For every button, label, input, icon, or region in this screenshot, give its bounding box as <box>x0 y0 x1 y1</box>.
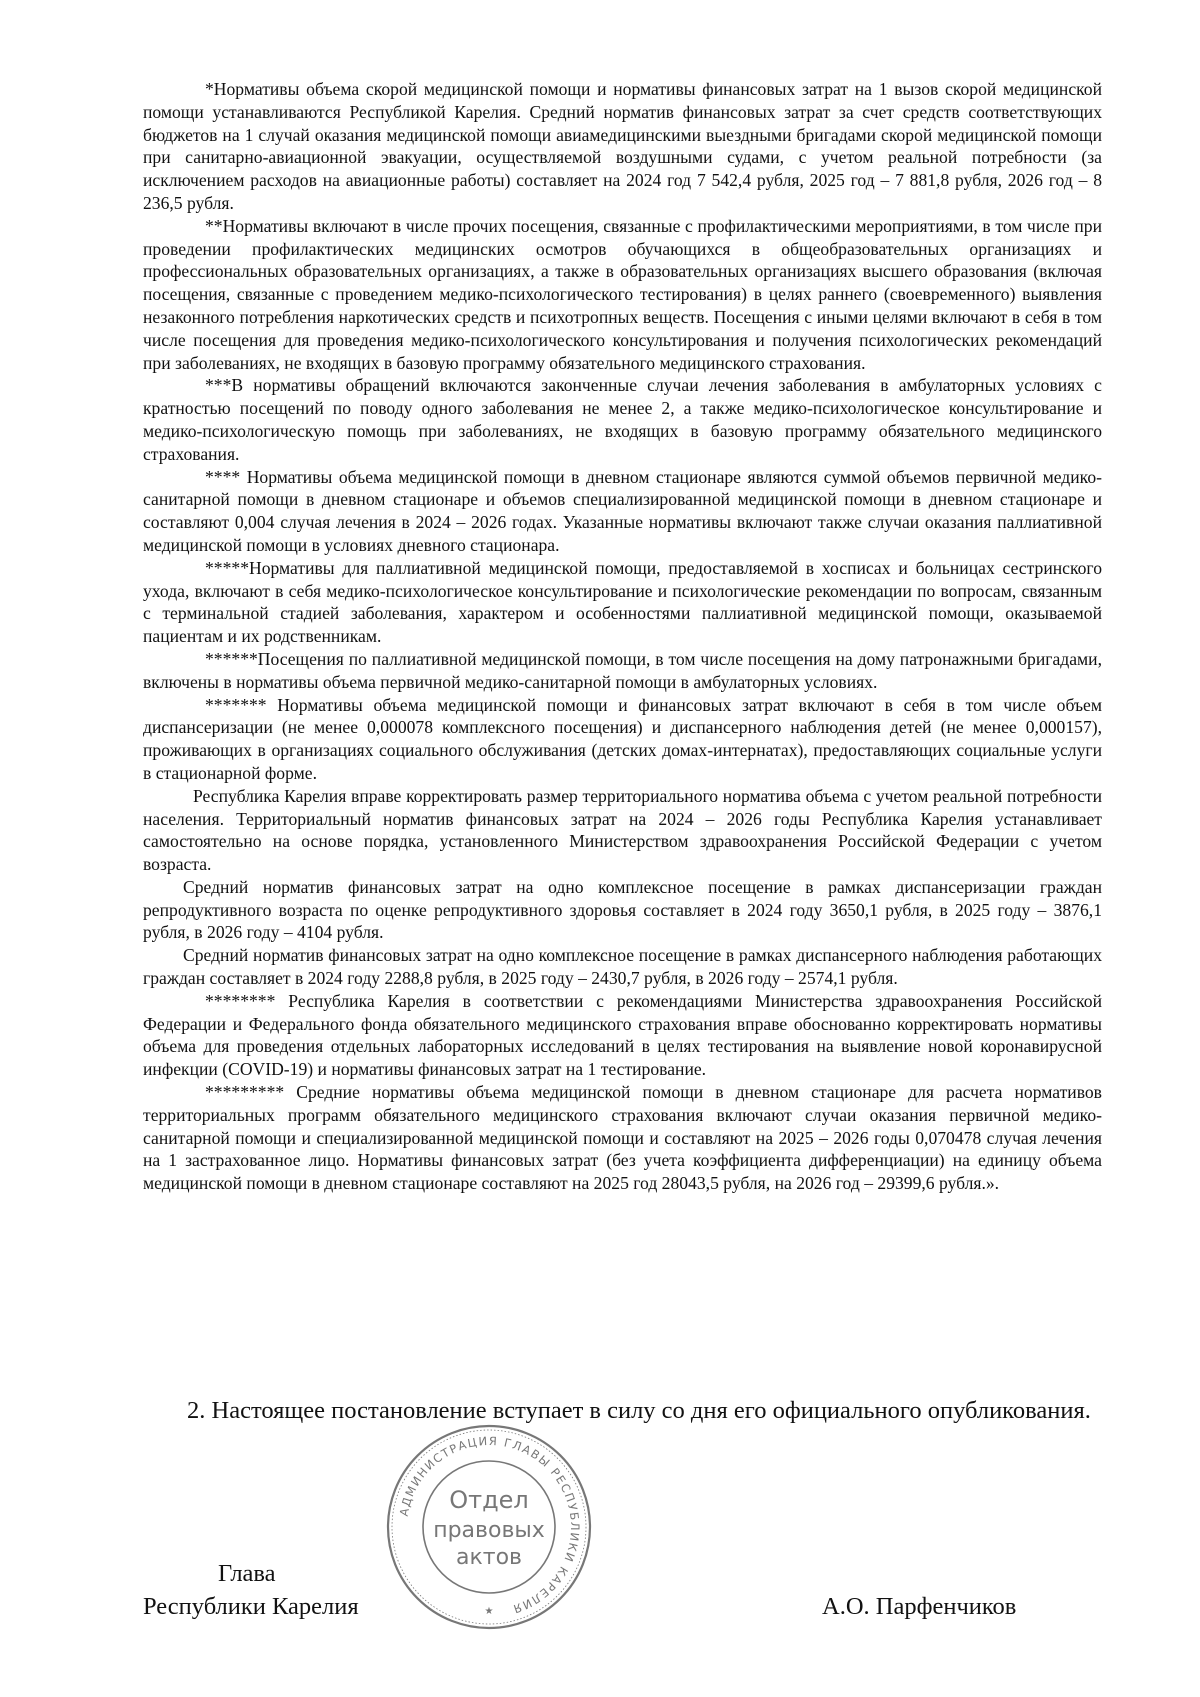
signatory-title-line-1: Глава <box>218 1560 276 1587</box>
clause-2-effective-date: 2. Настоящее постановление вступает в силу со дня его официального опубликования. <box>187 1397 1091 1424</box>
footnotes-section <box>143 78 1102 1195</box>
stamp-center-line-3: актов <box>455 1545 523 1570</box>
footnote-2: **Нормативы включают в числе прочих посещения, связанные с профилактическими мероприятиями, в том числе при проведении профилактических медицинских осмотров обучающихся в общеобразовательных организациях и профессиональных образовательных организациях, а также в образовательных организациях высшего образования (включая посещения, связанные с проведением медико-психологического тестирования) в целях раннего (своевременного) выявления незаконного потребления наркотических средств и психотропных веществ. Посещения с иными целями включают в себя в том числе посещения для проведения медико-психологического консультирования и получения психологических рекомендаций при заболеваниях, не входящих в базовую программу обязательного медицинского страхования. <box>143 215 1102 373</box>
note-paragraph-reproductive-health: Средний норматив финансовых затрат на одно комплексное посещение в рамках диспансеризации граждан репродуктивного возраста по оценке репродуктивного здоровья составляет в 2024 году 3650,1 рубля, в 2025 году – 3876,1 рубля, в 2026 году – 4104 рубля. <box>143 876 1102 943</box>
footnote-3: ***В нормативы обращений включаются законченные случаи лечения заболевания в амбулаторных условиях с кратностью посещений по поводу одного заболевания не менее 2, а также медико-психологическое консультирование и медико-психологическую помощь при заболеваниях, не входящих в базовую программу обязательного медицинского страхования. <box>143 375 1102 464</box>
stamp-ring-text-path: АДМИНИСТРАЦИЯ ГЛАВЫ РЕСПУБЛИКИ КАРЕЛИЯ <box>396 1433 583 1617</box>
note-paragraph-dispensary-observation: Средний норматив финансовых затрат на одно комплексное посещение в рамках диспансерного наблюдения работающих граждан составляет в 2024 году 2288,8 рубля, в 2025 году – 2430,7 рубля, в 2026 году – 2574,1 рубля. <box>143 945 1102 989</box>
signatory-title-line-2: Республики Карелия <box>143 1593 359 1620</box>
footnote-8: ******** Республика Карелия в соответствии с рекомендациями Министерства здравоохранения Российской Федерации и Федерального фонда обязательного медицинского страхования вправе обоснованно корректировать нормативы объема для проведения отдельных лабораторных исследований в целях тестирования на выявление новой коронавирусной инфекции (COVID-19) и нормативы финансовых затрат на 1 тестирование. <box>143 990 1102 1080</box>
footnote-4: **** Нормативы объема медицинской помощи в дневном стационаре являются суммой объемов первичной медико-санитарной помощи в дневном стационаре и объемов специализированной медицинской помощи в дневном стационаре и составляют 0,004 случая лечения в 2024 – 2026 годах. Указанные нормативы включают также случаи оказания паллиативной медицинской помощи в условиях дневного стационара. <box>143 466 1102 555</box>
stamp-seal <box>384 1422 594 1632</box>
footnote-9: ********* Средние нормативы объема медицинской помощи в дневном стационаре для расчета нормативов территориальных программ обязательного медицинского страхования включают случаи оказания первичной медико-санитарной помощи и специализированной медицинской помощи и составляют на 2025 – 2026 годы 0,070478 случая лечения на 1 застрахованное лицо. Нормативы финансовых затрат (без учета коэффициента дифференциации) на единицу объема медицинской помощи в дневном стационаре составляют на 2025 год 28043,5 рубля, на 2026 год – 29399,6 рубля.». <box>143 1082 1102 1194</box>
note-paragraph-territorial-norm: Республика Карелия вправе корректировать размер территориального норматива объема с учетом реальной потребности населения. Территориальный норматив финансовых затрат на 2024 – 2026 годы Республика Карелия устанавливает самостоятельно на основе порядка, установленного Министерством здравоохранения Российской Федерации с учетом возраста. <box>143 785 1102 875</box>
official-stamp <box>384 1422 594 1632</box>
stamp-star-icon: ★ <box>484 1606 494 1617</box>
stamp-center-line-1: Отдел <box>449 1486 529 1514</box>
footnote-6: ******Посещения по паллиативной медицинской помощи, в том числе посещения на дому патронажными бригадами, включены в нормативы объема первичной медико-санитарной помощи в амбулаторных условиях. <box>143 648 1102 692</box>
footnote-5: *****Нормативы для паллиативной медицинской помощи, предоставляемой в хосписах и больницах сестринского ухода, включают в себя медико-психологическое консультирование и психологические рекомендации по вопросам, связанным с терминальной стадией заболевания, характером и особенностями паллиативной медицинской помощи, оказываемой пациентам и их родственникам. <box>143 557 1102 647</box>
footnote-1: *Нормативы объема скорой медицинской помощи и нормативы финансовых затрат на 1 вызов скорой медицинской помощи устанавливаются Республикой Карелия. Средний норматив финансовых затрат за счет средств соответствующих бюджетов на 1 случай оказания медицинской помощи авиамедицинскими выездными бригадами скорой медицинской помощи при санитарно-авиационной эвакуации, осуществляемой воздушными судами, с учетом реальной потребности (за исключением расходов на авиационные работы) составляет на 2024 год 7 542,4 рубля, 2025 год – 7 881,8 рубля, 2026 год – 8 236,5 рубля. <box>143 79 1102 213</box>
signatory-name: А.О. Парфенчиков <box>822 1593 1017 1620</box>
stamp-center-line-2: правовых <box>433 1518 545 1543</box>
footnote-7: ******* Нормативы объема медицинской помощи и финансовых затрат включают в себя в том числе объем диспансеризации (не менее 0,000078 комплексного посещения) и диспансерного наблюдения детей (не менее 0,000157), проживающих в организациях социального обслуживания (детских домах-интернатах), предоставляющих социальные услуги в стационарной форме. <box>143 694 1102 783</box>
